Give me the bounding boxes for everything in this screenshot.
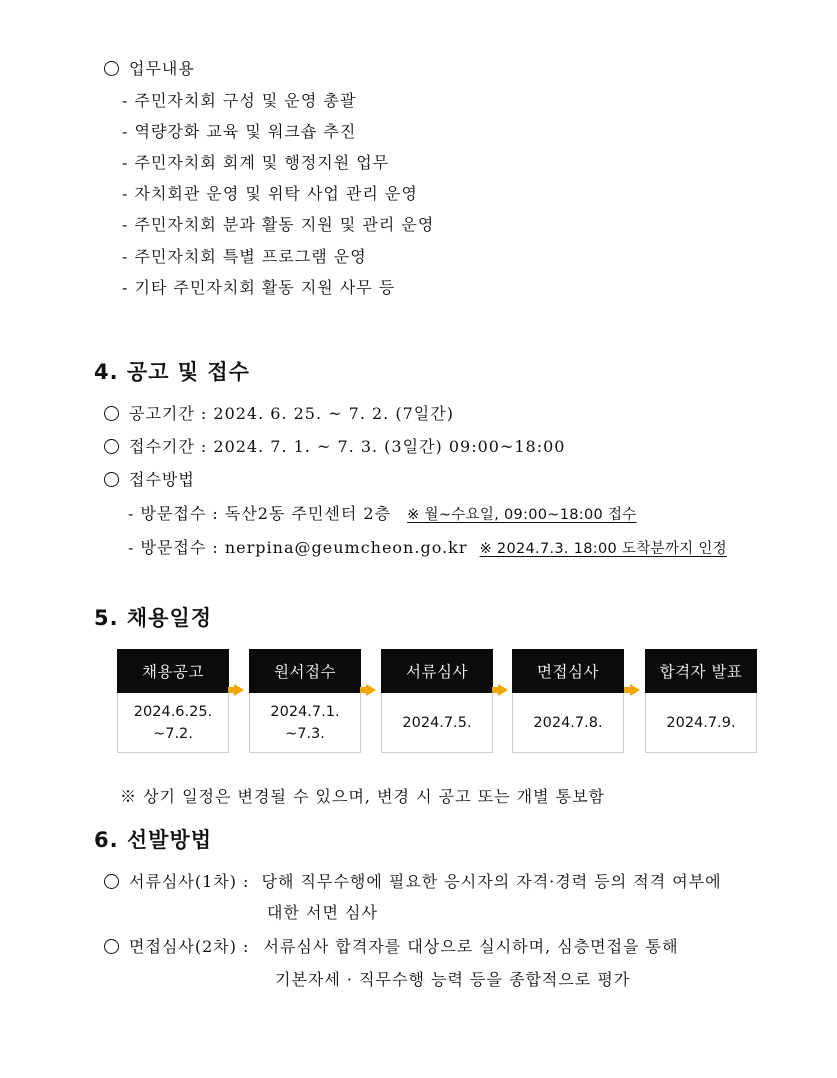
duty-item: - 자치회관 운영 및 위탁 사업 관리 운영	[122, 184, 418, 203]
document-review: 서류심사(1차) : 당해 직무수행에 필요한 응시자의 자격·경력 등의 적격 여부에	[104, 869, 722, 892]
interview-review-line2: 기본자세 · 직무수행 능력 등을 종합적으로 평가	[275, 970, 631, 989]
circle-bullet-icon	[104, 61, 119, 76]
schedule-step	[117, 649, 229, 753]
duty-item: - 주민자치회 분과 활동 지원 및 관리 운영	[122, 215, 435, 234]
duty-item: - 역량강화 교육 및 워크숍 추진	[122, 122, 357, 141]
step-title: 합격자 발표	[645, 649, 757, 693]
schedule-note: ※ 상기 일정은 변경될 수 있으며, 변경 시 공고 또는 개별 통보함	[120, 787, 605, 806]
email-receipt-line: - 방문접수 : nerpina@geumcheon.go.kr ※ 2024.7.3. 18:00 도착분까지 인정	[128, 538, 727, 557]
step-date: 2024.6.25. ~7.2.	[117, 693, 229, 753]
notice-period: 공고기간 : 2024. 6. 25. ~ 7. 2. (7일간)	[104, 401, 454, 424]
circle-bullet-icon	[104, 406, 119, 421]
step-title: 채용공고	[117, 649, 229, 693]
step-date: 2024.7.8.	[512, 693, 624, 753]
arrow-right-icon	[366, 684, 376, 696]
duty-item: - 주민자치회 회계 및 행정지원 업무	[122, 153, 390, 172]
section5-heading: 5. 채용일정	[94, 606, 213, 630]
visit-note: ※ 월~수요일, 09:00~18:00 접수	[407, 507, 637, 523]
duty-item: - 기타 주민자치회 활동 지원 사무 등	[122, 278, 396, 297]
arrow-right-icon	[234, 684, 244, 696]
circle-bullet-icon	[104, 874, 119, 889]
duties-title: 업무내용	[104, 56, 195, 79]
section4-heading: 4. 공고 및 접수	[94, 360, 250, 384]
document-review-line2: 대한 서면 심사	[267, 903, 378, 922]
duty-item: - 주민자치회 구성 및 운영 총괄	[122, 91, 357, 110]
circle-bullet-icon	[104, 472, 119, 487]
step-title: 면접심사	[512, 649, 624, 693]
step-title: 원서접수	[249, 649, 361, 693]
arrow-right-icon	[498, 684, 508, 696]
step-date: 2024.7.9.	[645, 693, 757, 753]
schedule-step	[645, 649, 757, 753]
step-title: 서류심사	[381, 649, 493, 693]
duty-item: - 주민자치회 특별 프로그램 운영	[122, 247, 367, 266]
email-note: ※ 2024.7.3. 18:00 도착분까지 인정	[479, 541, 727, 557]
step-date: 2024.7.1. ~7.3.	[249, 693, 361, 753]
schedule-step	[249, 649, 361, 753]
receipt-period: 접수기간 : 2024. 7. 1. ~ 7. 3. (3일간) 09:00~18:00	[104, 434, 565, 457]
circle-bullet-icon	[104, 439, 119, 454]
schedule-step	[381, 649, 493, 753]
visit-receipt-line: - 방문접수 : 독산2동 주민센터 2층 ※ 월~수요일, 09:00~18:00 접수	[128, 504, 637, 523]
interview-review: 면접심사(2차) : 서류심사 합격자를 대상으로 실시하며, 심층면접을 통해	[104, 934, 679, 957]
section6-heading: 6. 선발방법	[94, 828, 213, 852]
step-date: 2024.7.5.	[381, 693, 493, 753]
schedule-step	[512, 649, 624, 753]
arrow-right-icon	[630, 684, 640, 696]
receipt-method-title: 접수방법	[104, 467, 195, 490]
circle-bullet-icon	[104, 939, 119, 954]
